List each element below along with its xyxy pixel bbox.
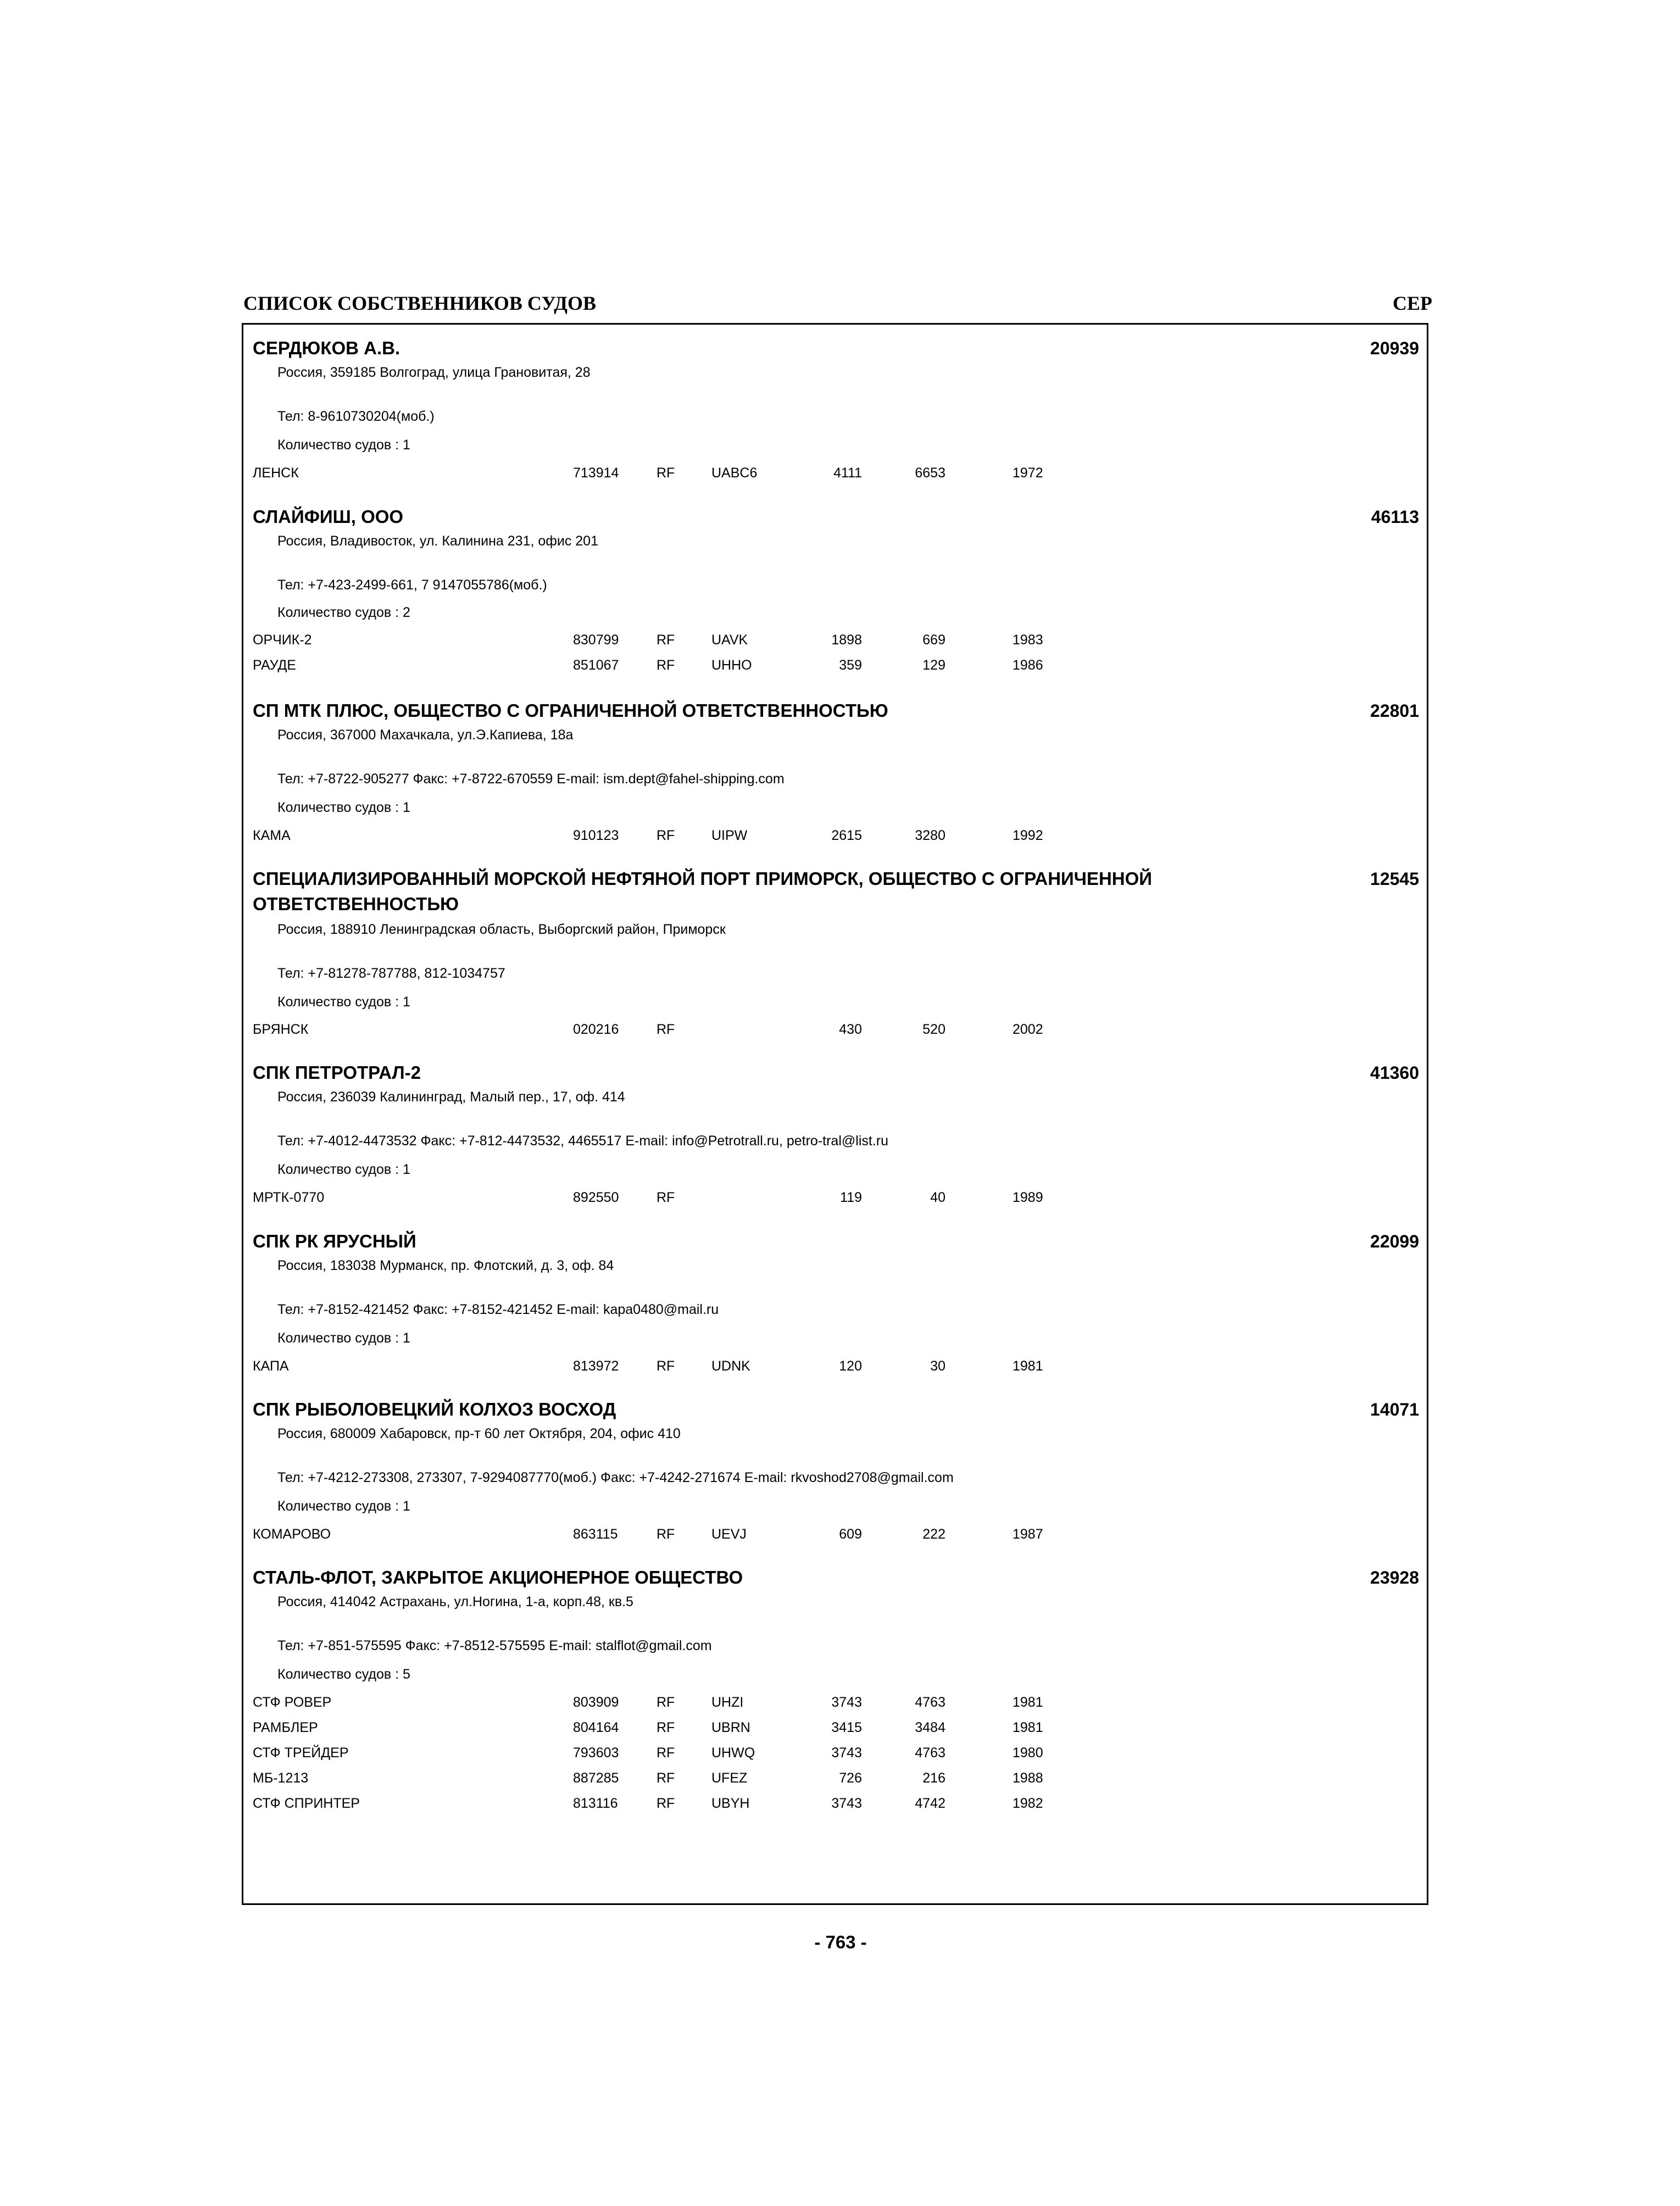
owner-entry — [243, 504, 1427, 691]
vessel-name: КАМА — [253, 828, 291, 843]
vessel-flag: RF — [657, 1745, 675, 1761]
vessel-name: БРЯНСК — [253, 1022, 309, 1037]
vessel-deadweight: 669 — [922, 632, 945, 648]
vessel-flag: RF — [657, 1022, 675, 1037]
owner-id: 14071 — [1370, 1400, 1419, 1419]
vessel-count: Количество судов : 1 — [277, 1162, 410, 1177]
vessel-deadweight: 222 — [922, 1527, 945, 1542]
vessel-flag: RF — [657, 1796, 675, 1811]
vessel-number: 851067 — [573, 658, 619, 673]
owner-entry — [243, 1229, 1427, 1394]
vessel-flag: RF — [657, 465, 675, 481]
vessel-flag: RF — [657, 1527, 675, 1542]
vessel-callsign: UHHO — [711, 658, 752, 673]
vessel-number: 863115 — [573, 1527, 618, 1542]
vessel-row — [243, 1769, 1427, 1794]
owner-phone: Тел: +7-4012-4473532 Факс: +7-812-4473532, 4465517 E-mail: info@Petrotrall.ru, petro-tral@list.ru — [277, 1133, 888, 1149]
vessel-deadweight: 520 — [922, 1022, 945, 1037]
vessel-name: СТФ СПРИНТЕР — [253, 1796, 360, 1811]
owner-id: 20939 — [1370, 338, 1419, 358]
owner-entry — [243, 1565, 1427, 1851]
vessel-row — [243, 1794, 1427, 1819]
vessel-name: РАУДЕ — [253, 658, 296, 673]
vessel-count: Количество судов : 1 — [277, 800, 410, 815]
vessel-flag: RF — [657, 1770, 675, 1786]
vessel-callsign: UABC6 — [711, 465, 758, 481]
owner-name: СПЕЦИАЛИЗИРОВАННЫЙ МОРСКОЙ НЕФТЯНОЙ ПОРТ ПРИМОРСК, ОБЩЕСТВО С ОГРАНИЧЕННОЙ ОТВЕТСТВЕННОСТЬЮ — [253, 868, 1153, 914]
owner-phone: Тел: +7-8152-421452 Факс: +7-8152-421452 E-mail: kapa0480@mail.ru — [277, 1302, 719, 1317]
owner-name: СПК ПЕТРОТРАЛ-2 — [253, 1062, 421, 1083]
vessel-year: 1982 — [1013, 1796, 1043, 1811]
vessel-count: Количество судов : 1 — [277, 437, 410, 453]
vessel-name: МБ-1213 — [253, 1770, 309, 1786]
owner-address: Россия, 236039 Калининград, Малый пер., 17, оф. 414 — [277, 1089, 625, 1105]
vessel-year: 1981 — [1013, 1695, 1043, 1710]
vessel-number: 803909 — [573, 1695, 619, 1710]
owner-id: 41360 — [1370, 1063, 1419, 1083]
vessel-flag: RF — [657, 828, 675, 843]
vessel-gross-tonnage: 2615 — [831, 828, 862, 843]
vessel-gross-tonnage: 359 — [839, 658, 862, 673]
vessel-name: КАПА — [253, 1358, 289, 1374]
owner-address: Россия, 183038 Мурманск, пр. Флотский, д. 3, оф. 84 — [277, 1258, 614, 1273]
owner-address: Россия, Владивосток, ул. Калинина 231, офис 201 — [277, 533, 598, 549]
owner-id: 46113 — [1371, 507, 1419, 527]
vessel-flag: RF — [657, 1720, 675, 1735]
vessel-row — [243, 1743, 1427, 1769]
page-title: СПИСОК СОБСТВЕННИКОВ СУДОВ — [243, 292, 597, 314]
vessel-year: 1988 — [1013, 1770, 1043, 1786]
owner-phone: Тел: +7-423-2499-661, 7 9147055786(моб.) — [277, 577, 547, 593]
owner-address: Россия, 680009 Хабаровск, пр-т 60 лет Октября, 204, офис 410 — [277, 1426, 681, 1441]
owner-entry — [243, 1060, 1427, 1225]
vessel-deadweight: 3484 — [915, 1720, 945, 1735]
vessel-callsign: UFEZ — [711, 1770, 748, 1786]
vessel-callsign: UBRN — [711, 1720, 750, 1735]
owner-entry — [243, 1397, 1427, 1562]
vessel-deadweight: 4763 — [915, 1745, 945, 1761]
vessel-year: 1989 — [1013, 1190, 1043, 1205]
vessel-callsign: UDNK — [711, 1358, 750, 1374]
vessel-flag: RF — [657, 658, 675, 673]
vessel-number: 020216 — [573, 1022, 619, 1037]
vessel-row — [243, 1693, 1427, 1718]
owner-id: 12545 — [1370, 869, 1419, 889]
owner-address: Россия, 359185 Волгоград, улица Грановитая, 28 — [277, 365, 591, 380]
vessel-row — [243, 1357, 1427, 1382]
vessel-flag: RF — [657, 1190, 675, 1205]
vessel-row — [243, 826, 1427, 851]
vessel-count: Количество судов : 2 — [277, 605, 410, 620]
vessel-callsign: UIPW — [711, 828, 748, 843]
vessel-flag: RF — [657, 1695, 675, 1710]
vessel-name: КОМАРОВО — [253, 1527, 331, 1542]
page-header — [243, 290, 1437, 317]
vessel-name: МРТК-0770 — [253, 1190, 325, 1205]
vessel-number: 713914 — [573, 465, 619, 481]
vessel-name: ЛЕНСК — [253, 465, 299, 481]
vessel-deadweight: 216 — [922, 1770, 945, 1786]
vessel-count: Количество судов : 1 — [277, 994, 410, 1010]
vessel-flag: RF — [657, 632, 675, 648]
vessel-year: 1986 — [1013, 658, 1043, 673]
vessel-deadweight: 4742 — [915, 1796, 945, 1811]
vessel-name: СТФ ТРЕЙДЕР — [253, 1745, 349, 1761]
vessel-gross-tonnage: 119 — [840, 1190, 862, 1205]
vessel-flag: RF — [657, 1358, 675, 1374]
vessel-name: ОРЧИК-2 — [253, 632, 312, 648]
owner-name: СП МТК ПЛЮС, ОБЩЕСТВО С ОГРАНИЧЕННОЙ ОТВЕТСТВЕННОСТЬЮ — [253, 700, 888, 721]
vessel-callsign: UHWQ — [711, 1745, 755, 1761]
vessel-number: 813972 — [573, 1358, 619, 1374]
owner-id: 22099 — [1370, 1232, 1419, 1251]
vessel-gross-tonnage: 430 — [839, 1022, 862, 1037]
owner-address: Россия, 414042 Астрахань, ул.Ногина, 1-а, корп.48, кв.5 — [277, 1594, 633, 1609]
owner-name: СЛАЙФИШ, ООО — [253, 506, 404, 527]
vessel-gross-tonnage: 120 — [839, 1358, 862, 1374]
vessel-gross-tonnage: 1898 — [831, 632, 862, 648]
owner-entry — [243, 336, 1427, 500]
owner-name: СТАЛЬ-ФЛОТ, ЗАКРЫТОЕ АКЦИОНЕРНОЕ ОБЩЕСТВО — [253, 1567, 743, 1587]
owner-listing — [242, 323, 1428, 1905]
vessel-deadweight: 4763 — [915, 1695, 945, 1710]
vessel-number: 887285 — [573, 1770, 619, 1786]
vessel-gross-tonnage: 3743 — [831, 1745, 862, 1761]
owner-phone: Тел: +7-81278-787788, 812-1034757 — [277, 966, 505, 981]
vessel-gross-tonnage: 609 — [839, 1527, 862, 1542]
vessel-row — [243, 1188, 1427, 1213]
vessel-callsign: UAVK — [711, 632, 748, 648]
vessel-callsign: UHZI — [711, 1695, 744, 1710]
vessel-row — [243, 464, 1427, 489]
vessel-gross-tonnage: 3743 — [831, 1695, 862, 1710]
vessel-number: 793603 — [573, 1745, 619, 1761]
vessel-number: 830799 — [573, 632, 619, 648]
vessel-callsign: UEVJ — [711, 1527, 747, 1542]
vessel-year: 1987 — [1013, 1527, 1043, 1542]
vessel-year: 1980 — [1013, 1745, 1043, 1761]
owner-phone: Тел: +7-8722-905277 Факс: +7-8722-670559 E-mail: ism.dept@fahel-shipping.com — [277, 771, 785, 787]
owner-phone: Тел: +7-4212-273308, 273307, 7-9294087770(моб.) Факс: +7-4242-271674 E-mail: rkvoshod2708@gmail.com — [277, 1470, 954, 1485]
vessel-callsign: UBYH — [711, 1796, 750, 1811]
vessel-number: 910123 — [573, 828, 619, 843]
vessel-gross-tonnage: 3743 — [831, 1796, 862, 1811]
owner-entry — [243, 866, 1427, 1059]
vessel-count: Количество судов : 1 — [277, 1498, 410, 1514]
owner-name: СПК РК ЯРУСНЫЙ — [253, 1231, 416, 1251]
vessel-year: 1972 — [1013, 465, 1043, 481]
vessel-row — [243, 656, 1427, 681]
vessel-row — [243, 1525, 1427, 1550]
vessel-year: 1983 — [1013, 632, 1043, 648]
owner-phone: Тел: +7-851-575595 Факс: +7-8512-575595 E-mail: stalflot@gmail.com — [277, 1638, 712, 1653]
vessel-gross-tonnage: 726 — [839, 1770, 862, 1786]
vessel-count: Количество судов : 5 — [277, 1667, 410, 1682]
vessel-deadweight: 40 — [930, 1190, 945, 1205]
vessel-year: 2002 — [1013, 1022, 1043, 1037]
vessel-name: СТФ РОВЕР — [253, 1695, 332, 1710]
vessel-deadweight: 30 — [930, 1358, 945, 1374]
vessel-number: 804164 — [573, 1720, 619, 1735]
vessel-number: 892550 — [573, 1190, 619, 1205]
owner-id: 22801 — [1370, 701, 1419, 721]
vessel-count: Количество судов : 1 — [277, 1330, 410, 1346]
owner-address: Россия, 188910 Ленинградская область, Выборгский район, Приморск — [277, 922, 726, 937]
vessel-deadweight: 3280 — [915, 828, 945, 843]
vessel-gross-tonnage: 4111 — [833, 465, 862, 481]
owner-name: СЕРДЮКОВ А.В. — [253, 338, 400, 358]
vessel-row — [243, 1020, 1427, 1045]
vessel-gross-tonnage: 3415 — [831, 1720, 862, 1735]
vessel-year: 1981 — [1013, 1720, 1043, 1735]
owner-id: 23928 — [1370, 1568, 1419, 1587]
vessel-row — [243, 631, 1427, 656]
vessel-name: РАМБЛЕР — [253, 1720, 318, 1735]
owner-name: СПК РЫБОЛОВЕЦКИЙ КОЛХОЗ ВОСХОД — [253, 1399, 616, 1419]
owner-phone: Тел: 8-9610730204(моб.) — [277, 409, 435, 424]
vessel-year: 1992 — [1013, 828, 1043, 843]
section-code: СЕР — [1393, 292, 1432, 314]
page-number: - 763 - — [814, 1932, 867, 1952]
vessel-row — [243, 1718, 1427, 1743]
vessel-number: 813116 — [573, 1796, 618, 1811]
vessel-deadweight: 6653 — [915, 465, 945, 481]
vessel-year: 1981 — [1013, 1358, 1043, 1374]
vessel-deadweight: 129 — [922, 658, 945, 673]
owner-address: Россия, 367000 Махачкала, ул.Э.Капиева, 18а — [277, 727, 574, 743]
owner-entry — [243, 698, 1427, 863]
